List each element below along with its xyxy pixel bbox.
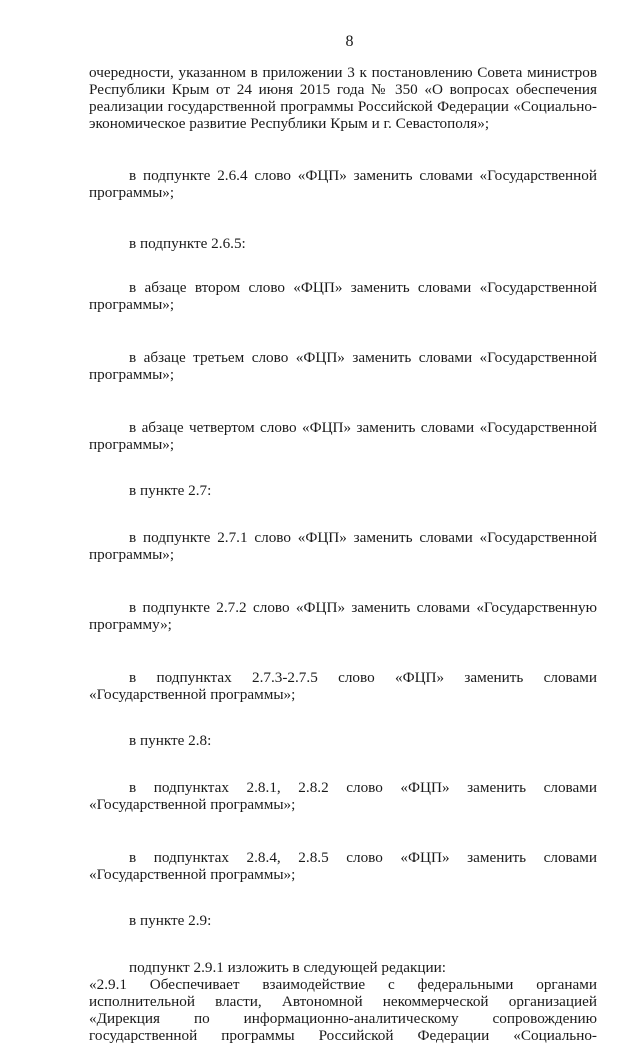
paragraph-subpoints-2-8-4-2-8-5: в подпунктах 2.8.4, 2.8.5 слово «ФЦП» заменить словами «Государственной программы»;	[89, 849, 597, 883]
paragraph-subpoint-2-6-4: в подпункте 2.6.4 слово «ФЦП» заменить словами «Государственной программы»;	[89, 167, 597, 201]
paragraph-continuation: очередности, указанном в приложении 3 к постановлению Совета министров Республики Крым от 24 июня 2015 года № 350 «О вопросах обеспечения реализации государственной программы Российской Федерации «Социально-экономическое развитие Республики Крым и г. Севастополя»;	[89, 64, 597, 132]
paragraph-subpoint-2-6-5: в подпункте 2.6.5:	[129, 235, 246, 252]
paragraph-subpoint-2-9-1: подпункт 2.9.1 изложить в следующей редакции:	[129, 959, 446, 976]
quote-line: исполнительной власти, Автономной некоммерческой организацией	[89, 993, 597, 1010]
paragraph-point-2-8: в пункте 2.8:	[129, 732, 212, 749]
paragraph-fourth-abzac: в абзаце четвертом слово «ФЦП» заменить словами «Государственной программы»;	[89, 419, 597, 453]
paragraph-subpoints-2-8-1-2-8-2: в подпунктах 2.8.1, 2.8.2 слово «ФЦП» заменить словами «Государственной программы»;	[89, 779, 597, 813]
quoted-new-wording	[89, 976, 597, 1044]
page-number: 8	[345, 33, 354, 50]
paragraph-subpoint-2-7-2: в подпункте 2.7.2 слово «ФЦП» заменить словами «Государственную программу»;	[89, 599, 597, 633]
paragraph-second-abzac: в абзаце втором слово «ФЦП» заменить словами «Государственной программы»;	[89, 279, 597, 313]
quote-line: «Дирекция по информационно-аналитическому сопровождению	[89, 1010, 597, 1027]
paragraph-subpoint-2-7-1: в подпункте 2.7.1 слово «ФЦП» заменить словами «Государственной программы»;	[89, 529, 597, 563]
paragraph-point-2-7: в пункте 2.7:	[129, 482, 212, 499]
paragraph-subpoints-2-7-3-2-7-5: в подпунктах 2.7.3-2.7.5 слово «ФЦП» заменить словами «Государственной программы»;	[89, 669, 597, 703]
quote-line: государственной программы Российской Федерации «Социально-	[89, 1027, 597, 1044]
paragraph-third-abzac: в абзаце третьем слово «ФЦП» заменить словами «Государственной программы»;	[89, 349, 597, 383]
document-body	[89, 64, 597, 1044]
paragraph-point-2-9: в пункте 2.9:	[129, 912, 212, 929]
quote-line: «2.9.1 Обеспечивает взаимодействие с федеральными органами	[89, 976, 597, 993]
